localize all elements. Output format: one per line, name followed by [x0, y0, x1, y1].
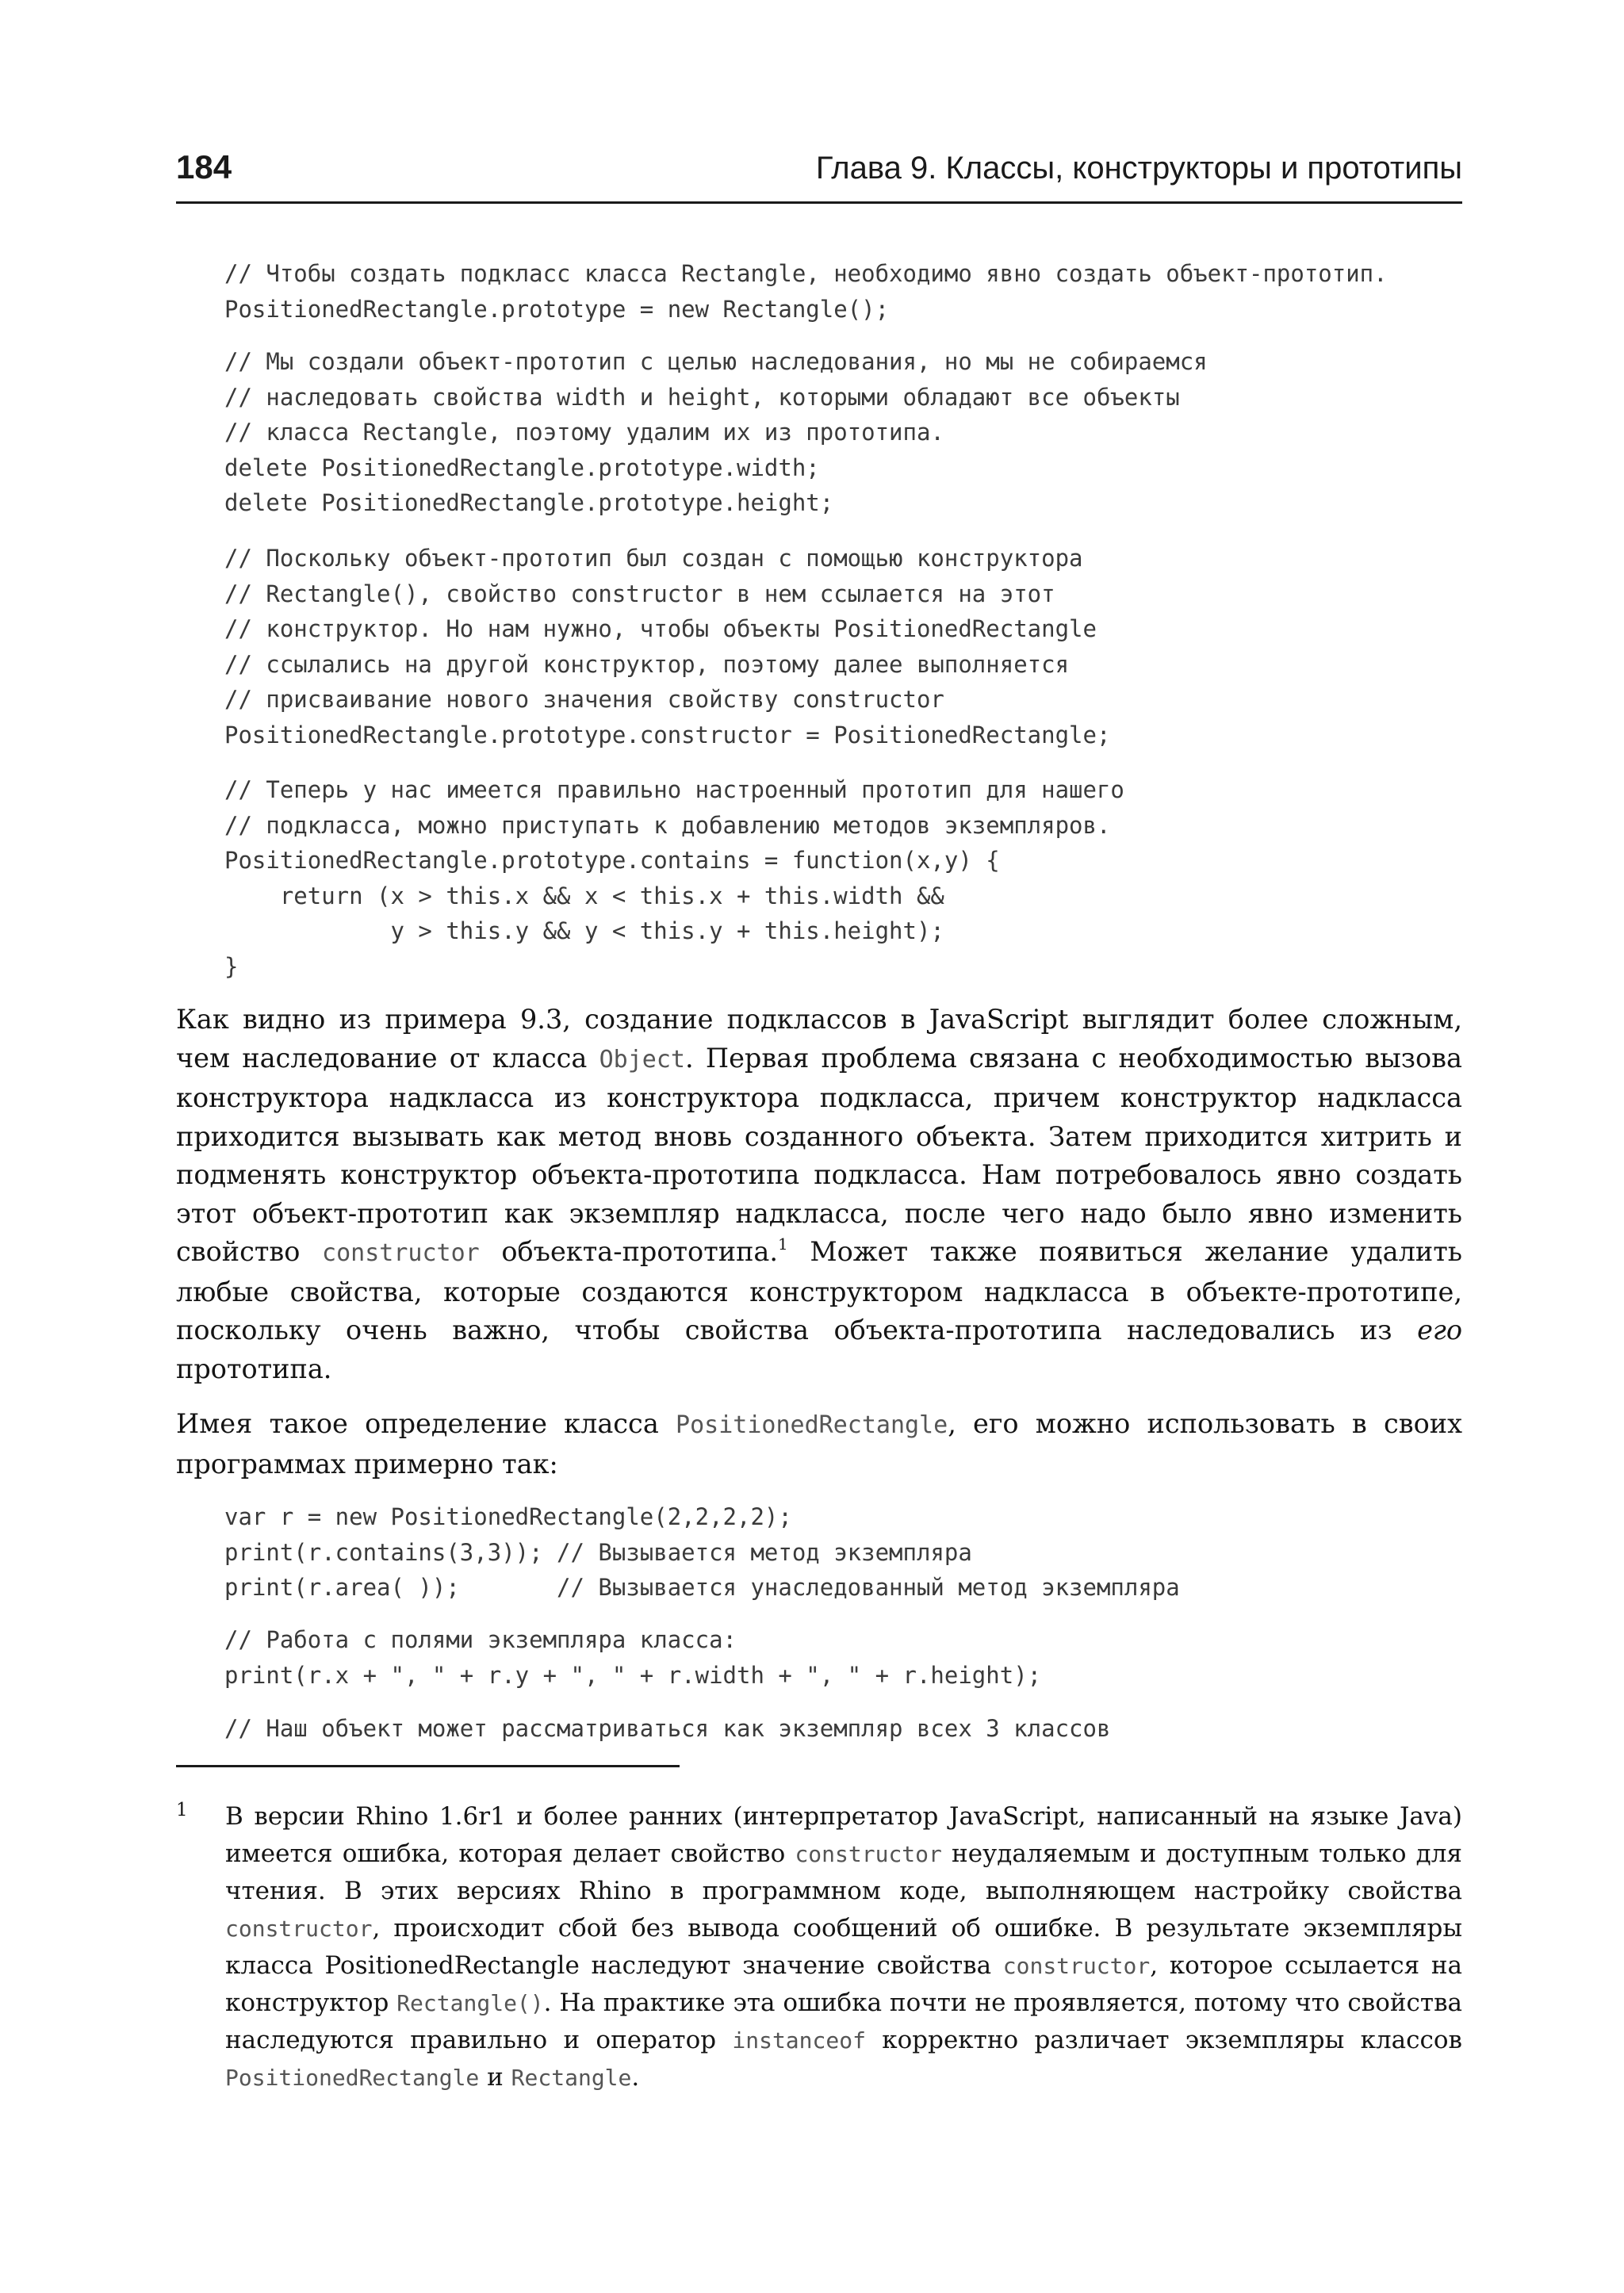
- body-text-paragraph-1: [176, 1001, 1462, 1388]
- code-block-subclass-prototype: [224, 256, 1461, 327]
- chapter-title: Глава 9. Классы, конструкторы и прототипы: [815, 151, 1462, 186]
- code-line: }: [224, 952, 239, 980]
- code-line: PositionedRectangle.prototype = new Rectangle();: [224, 295, 890, 323]
- footnote-mark: 1: [176, 1800, 188, 1820]
- text-run: корректно различает экземпляры классов: [865, 2026, 1462, 2054]
- inline-code: constructor: [795, 1841, 942, 1867]
- code-line: // Теперь у нас имеется правильно настроенный прототип для нашего: [224, 776, 1124, 803]
- text-run: , которое ссылается на конструктор: [225, 1951, 1462, 2017]
- code-line: // конструктор. Но нам нужно, чтобы объекты PositionedRectangle: [224, 615, 1097, 642]
- code-line: // Rectangle(), свойство constructor в нем ссылается на этот: [224, 580, 1055, 607]
- code-line: // Мы создали объект-прототип с целью наследования, но мы не собираемся: [224, 348, 1208, 375]
- inline-code: constructor: [225, 1916, 373, 1942]
- text-run: прототипа.: [176, 1353, 332, 1384]
- footnote-text: [225, 1798, 1462, 2096]
- code-line: PositionedRectangle.prototype.constructor = PositionedRectangle;: [224, 721, 1111, 748]
- code-line: print(r.x + ", " + r.y + ", " + r.width + ", " + r.height);: [224, 1661, 1042, 1689]
- code-block-fields: [224, 1622, 1461, 1693]
- code-block-constructor-assignment: [224, 541, 1461, 752]
- code-block-usage: [224, 1499, 1461, 1606]
- emphasis: его: [1417, 1315, 1462, 1346]
- inline-code: PositionedRectangle: [225, 2065, 480, 2091]
- inline-code: Rectangle(): [396, 1990, 544, 2016]
- code-line: y > this.y && y < this.y + this.height);: [224, 917, 944, 944]
- text-run: Может также появиться желание удалить любые свойства, которые создаются конструктором надкласса в объекте-прототипе, поскольку очень важно, чтобы свойства объекта-прототипа наследовались из: [176, 1236, 1463, 1346]
- footnote-reference: 1: [778, 1235, 788, 1254]
- footnote-divider: [176, 1765, 680, 1767]
- text-run: В версии Rhino 1.6r1 и более ранних (интерпретатор JavaScript, написанный на языке Java) имеется ошибка, которая делает свойство: [225, 1802, 1462, 1868]
- text-run: .: [631, 2063, 640, 2092]
- code-block-instanceof-comment: [224, 1711, 1461, 1747]
- text-run: Как видно из примера 9.3, создание подклассов в JavaScript выглядит более сложным, чем наследование от класса: [176, 1004, 1462, 1074]
- inline-code: PositionedRectangle: [676, 1411, 948, 1439]
- code-line: // подкласса, можно приступать к добавлению методов экземпляров.: [224, 811, 1111, 839]
- inline-code: instanceof: [732, 2027, 866, 2054]
- text-run: , его можно использовать в своих программах примерно так:: [176, 1408, 1462, 1480]
- running-header: [176, 143, 1462, 204]
- code-line: // присваивание нового значения свойству constructor: [224, 686, 944, 713]
- code-line: PositionedRectangle.prototype.contains = function(x,y) {: [224, 847, 1000, 874]
- code-line: return (x > this.x && x < this.x + this.width &&: [224, 882, 944, 909]
- body-text-paragraph-2: [176, 1405, 1462, 1483]
- text-run: . На практике эта ошибка почти не проявляется, потому что свойства наследуются правильно и оператор: [225, 1989, 1462, 2054]
- text-run: Имея такое определение класса: [176, 1408, 676, 1439]
- code-line: // класса Rectangle, поэтому удалим их из прототипа.: [224, 419, 944, 446]
- code-line: print(r.contains(3,3)); // Вызывается метод экземпляра: [224, 1538, 972, 1566]
- text-run: объекта-прототипа.: [479, 1236, 779, 1267]
- code-line: // наследовать свойства width и height, которыми обладают все объекты: [224, 383, 1180, 411]
- code-block-contains-method: [224, 772, 1461, 984]
- code-line: // Наш объект может рассматриваться как экземпляр всех 3 классов: [224, 1715, 1111, 1742]
- code-line: // Работа с полями экземпляра класса:: [224, 1626, 737, 1653]
- page-number: 184: [176, 148, 232, 186]
- inline-code: constructor: [322, 1239, 480, 1267]
- code-line: var r = new PositionedRectangle(2,2,2,2);: [224, 1503, 792, 1530]
- text-run: и: [479, 2063, 511, 2092]
- code-line: delete PositionedRectangle.prototype.width;: [224, 454, 820, 481]
- code-line: print(r.area( )); // Вызывается унаследованный метод экземпляра: [224, 1574, 1180, 1601]
- code-line: // ссылались на другой конструктор, поэтому далее выполняется: [224, 650, 1070, 678]
- text-run: . Первая проблема связана с необходимостью вызова конструктора надкласса из конструктора подкласса, причем конструктор надкласса приходится вызывать как метод вновь созданного объекта. Затем приходится хитрить и подменять конструктор объекта-прототипа подкласса. Нам потребовалось явно создать этот объект-прототип как экземпляр надкласса, после чего надо было явно изменить свойство: [176, 1042, 1463, 1267]
- code-block-delete-properties: [224, 344, 1461, 521]
- code-line: // Чтобы создать подкласс класса Rectangle, необходимо явно создать объект-прототип.: [224, 260, 1388, 287]
- inline-code: Rectangle: [511, 2065, 632, 2091]
- text-run: , происходит сбой без вывода сообщений об ошибке. В результате экземпляры класса PositionedRectangle наследуют значение свойства: [225, 1914, 1462, 1980]
- text-run: неудаляемым и доступным только для чтения. В этих версиях Rhino в программном коде, выполняющем настройку свойства: [225, 1839, 1462, 1905]
- code-line: delete PositionedRectangle.prototype.height;: [224, 489, 834, 516]
- inline-code: constructor: [1002, 1953, 1151, 1979]
- code-line: // Поскольку объект-прототип был создан с помощью конструктора: [224, 545, 1083, 572]
- inline-code: Object: [599, 1045, 685, 1074]
- footnote: [176, 1798, 1462, 2096]
